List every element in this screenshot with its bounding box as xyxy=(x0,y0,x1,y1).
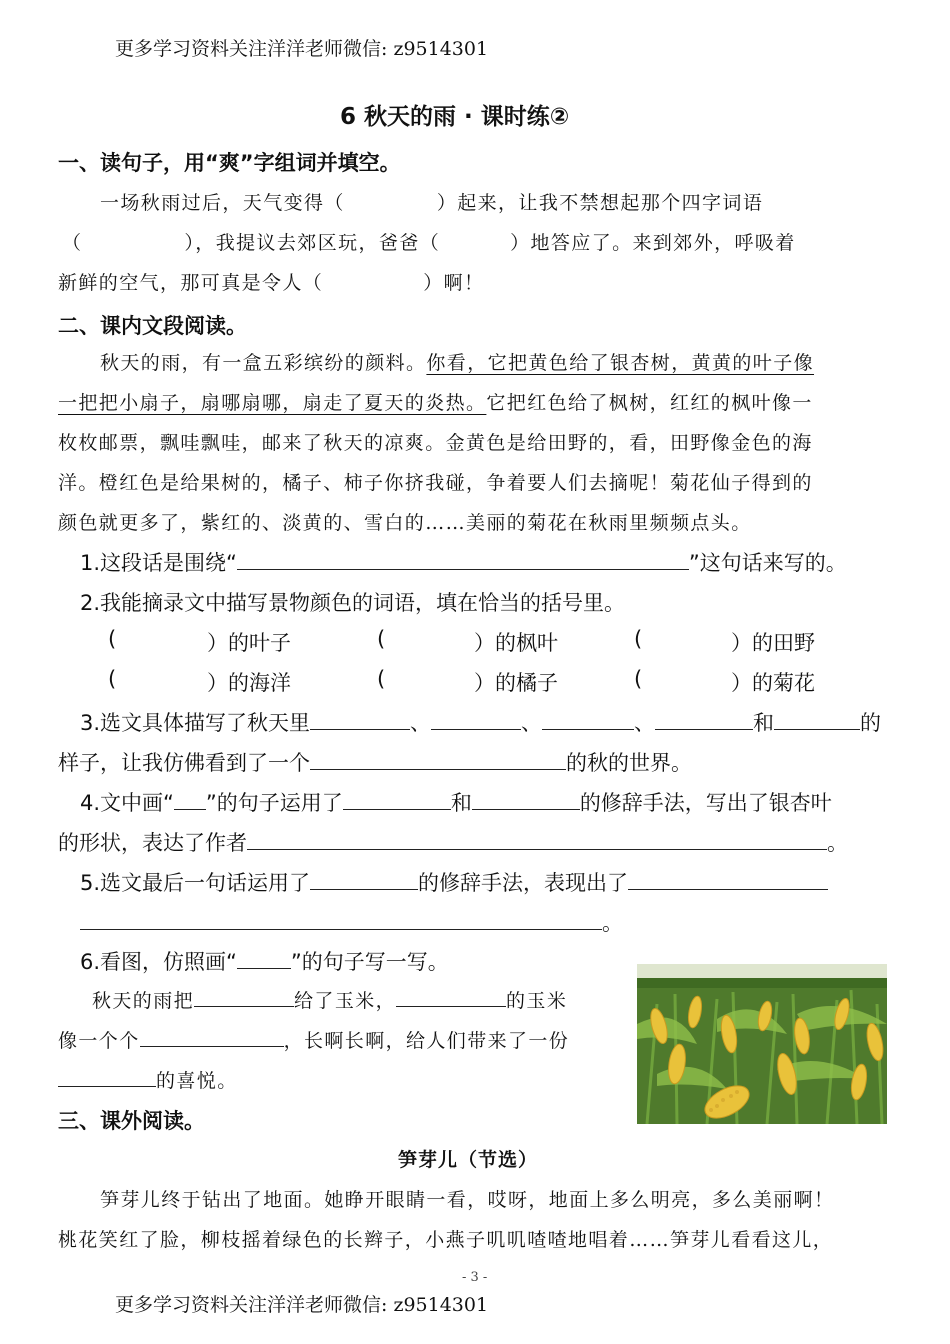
section1-heading: 一、读句子，用“爽”字组词并填空。 xyxy=(58,151,401,175)
q6-line2 xyxy=(58,1026,569,1053)
q6-line3 xyxy=(58,1066,238,1093)
q2-open-5: ( xyxy=(377,667,386,691)
reading-line2: 桃花笑红了脸，柳枝摇着绿色的长辫子，小燕子叽叽喳喳地唱着……笋芽儿看看这儿， xyxy=(58,1229,834,1251)
s1-l2c: ）地答应了。来到郊外，呼吸着 xyxy=(510,232,796,254)
answer-blank xyxy=(174,808,206,810)
answer-blank[interactable] xyxy=(310,728,410,730)
answer-blank[interactable] xyxy=(58,1085,156,1087)
answer-blank[interactable] xyxy=(237,568,689,570)
section1-line1 xyxy=(100,188,763,215)
s1-l1a: 一场秋雨过后，天气变得（ xyxy=(100,192,345,214)
q2-item-6: ）的菊花 xyxy=(731,671,815,695)
q2-open-1: ( xyxy=(108,627,117,651)
passage-title: 笋芽儿（节选） xyxy=(398,1149,539,1171)
q3-sep: 、 xyxy=(410,711,432,735)
section1-line3 xyxy=(58,268,484,295)
q1b: ”这句话来写的。 xyxy=(688,551,847,575)
q3b: 样子，让我仿佛看到了一个 xyxy=(58,751,310,775)
q4a: 4.文中画“ xyxy=(80,791,174,815)
answer-blank xyxy=(237,967,291,969)
answer-blank[interactable] xyxy=(80,928,602,930)
p1b-underlined: 你看，它把黄色给了银杏树，黄黄的叶子像 xyxy=(426,352,815,374)
q2-item-5: ）的橘子 xyxy=(474,671,558,695)
q5a: 5.选文最后一句话运用了 xyxy=(80,871,311,895)
s1-l2b: ），我提议去郊区玩，爸爸（ xyxy=(184,232,441,254)
q6-l1a: 秋天的雨把 xyxy=(92,990,195,1012)
answer-blank[interactable] xyxy=(194,1005,294,1007)
q6-l1c: 的玉米 xyxy=(506,990,568,1012)
q6-l2a: 像一个个 xyxy=(58,1030,140,1052)
answer-blank[interactable] xyxy=(431,728,521,730)
answer-blank[interactable] xyxy=(343,808,451,810)
s1-l2a: （ xyxy=(62,232,83,254)
q3c: 的秋的世界。 xyxy=(566,751,692,775)
q2-open-2: ( xyxy=(377,627,386,651)
s1-l3a: 新鲜的空气，那可真是令人（ xyxy=(58,272,324,294)
p1a: 秋天的雨，有一盒五彩缤纷的颜料。 xyxy=(100,352,427,374)
passage-line3: 枚枚邮票，飘哇飘哇，邮来了秋天的凉爽。金黄色是给田野的，看，田野像金色的海 xyxy=(58,432,813,454)
q2-item-1: ）的叶子 xyxy=(207,631,291,655)
question-3-line2 xyxy=(58,747,692,777)
reading-line1: 笋芽儿终于钻出了地面。她睁开眼睛一看，哎呀，地面上多么明亮，多么美丽啊！ xyxy=(100,1189,835,1211)
answer-blank[interactable] xyxy=(774,728,860,730)
q3-sep: 、 xyxy=(521,711,543,735)
answer-blank[interactable] xyxy=(310,888,418,890)
section1-line2 xyxy=(62,228,796,255)
q6-l3: 的喜悦。 xyxy=(156,1070,238,1092)
page-title: 6 秋天的雨 · 课时练② xyxy=(340,104,570,130)
q6b: ”的句子写一写。 xyxy=(290,950,449,974)
question-5-line2 xyxy=(80,907,623,937)
answer-blank[interactable] xyxy=(655,728,753,730)
q4c: 的修辞手法，写出了银杏叶 xyxy=(579,791,832,815)
question-5-line1 xyxy=(80,867,828,897)
s1-l1b: ）起来，让我不禁想起那个四字词语 xyxy=(436,192,764,214)
q4-end: 。 xyxy=(827,831,848,855)
question-1 xyxy=(80,547,847,577)
p2a-underlined: 一把把小扇子，扇哪扇哪，扇走了夏天的炎热。 xyxy=(58,392,487,414)
header-note: 更多学习资料关注洋洋老师微信: z9514301 xyxy=(115,38,489,60)
question-6 xyxy=(80,946,449,976)
page-number: - 3 - xyxy=(462,1270,488,1285)
q3a: 3.选文具体描写了秋天里 xyxy=(80,711,311,735)
section2-heading: 二、课内文段阅读。 xyxy=(58,314,247,338)
p2b: 它把红色给了枫树，红红的枫叶像一 xyxy=(486,392,813,414)
q4b: ”的句子运用了 xyxy=(205,791,343,815)
q2-item-3: ）的田野 xyxy=(731,631,815,655)
q5b: 的修辞手法，表现出了 xyxy=(418,871,629,895)
q6-l2b: ，长啊长啊，给人们带来了一份 xyxy=(283,1030,570,1052)
q6-line1 xyxy=(92,986,567,1013)
passage-line4: 洋。橙红色是给果树的，橘子、柿子你挤我碰，争着要人们去摘呢！菊花仙子得到的 xyxy=(58,472,813,494)
answer-blank[interactable] xyxy=(472,808,580,810)
q3-sep: 、 xyxy=(634,711,656,735)
answer-blank[interactable] xyxy=(628,888,828,890)
s1-l3b: ）啊！ xyxy=(423,272,485,294)
answer-blank[interactable] xyxy=(396,1005,506,1007)
q4-and: 和 xyxy=(450,791,472,815)
question-4-line1 xyxy=(80,787,832,817)
corn-field-illustration xyxy=(637,964,887,1124)
q3-of: 的 xyxy=(860,711,882,735)
footer-note: 更多学习资料关注洋洋老师微信: z9514301 xyxy=(115,1294,489,1316)
passage-line1 xyxy=(100,348,814,375)
q2-open-6: ( xyxy=(634,667,643,691)
passage-line2 xyxy=(58,388,813,415)
q4d: 的形状，表达了作者 xyxy=(58,831,247,855)
q3-and: 和 xyxy=(753,711,775,735)
q5-end: 。 xyxy=(602,911,623,935)
q1a: 1.这段话是围绕“ xyxy=(80,551,237,575)
answer-blank[interactable] xyxy=(542,728,634,730)
corn-field-picture xyxy=(637,964,887,1124)
answer-blank[interactable] xyxy=(140,1045,284,1047)
answer-blank[interactable] xyxy=(310,768,566,770)
q2-open-4: ( xyxy=(108,667,117,691)
passage-line5: 颜色就更多了，紫红的、淡黄的、雪白的……美丽的菊花在秋雨里频频点头。 xyxy=(58,512,752,534)
answer-blank[interactable] xyxy=(247,848,827,850)
q2-open-3: ( xyxy=(634,627,643,651)
q2-item-4: ）的海洋 xyxy=(207,671,291,695)
question-3-line1 xyxy=(80,707,881,737)
q6-l1b: 给了玉米， xyxy=(294,990,397,1012)
q2-item-2: ）的枫叶 xyxy=(474,631,558,655)
section3-heading: 三、课外阅读。 xyxy=(58,1109,205,1133)
question-2: 2.我能摘录文中描写景物颜色的词语，填在恰当的括号里。 xyxy=(80,591,626,615)
question-4-line2 xyxy=(58,827,848,857)
q6a: 6.看图，仿照画“ xyxy=(80,950,237,974)
